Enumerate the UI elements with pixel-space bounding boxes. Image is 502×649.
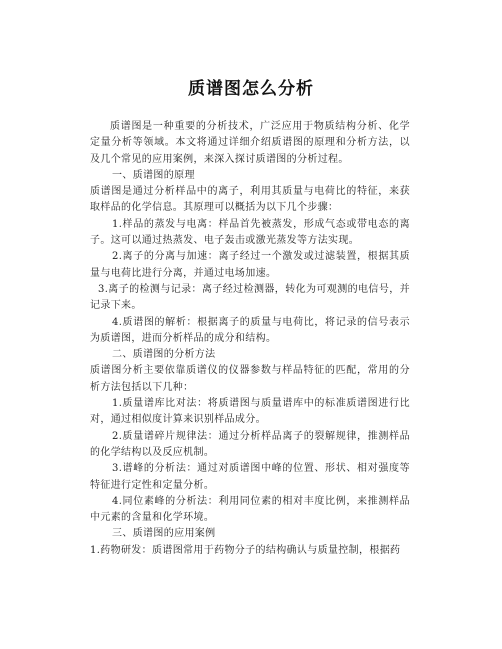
case-1: 1.药物研发：质谱图常用于药物分子的结构确认与质量控制，根据药: [90, 544, 401, 556]
method-2: 2.质量谱碎片规律法：通过分析样品离子的裂解规律，推测样品的化学结构以及反应机制。: [90, 430, 410, 458]
method-1: 1.质量谱库比对法：将质谱图与质量谱库中的标准质谱图进行比对，通过相似度计算来识别样品成分。: [90, 398, 410, 426]
section-heading-methods: 二、质谱图的分析方法: [112, 349, 216, 361]
intro-paragraph: 质谱图是一种重要的分析技术，广泛应用于物质结构分析、化学定量分析等领域。本文将通过详细介绍质谱图的原理和分析方法，以及几个常见的应用案例，来深入探讨质谱图的分析过程。: [90, 121, 410, 165]
section-heading-principle: 一、质谱图的原理: [112, 169, 195, 181]
principle-step-1: 1.样品的蒸发与电离：样品首先被蒸发，形成气态或带电态的离子。这可以通过热蒸发、电子轰击或激光蒸发等方法实现。: [90, 218, 410, 247]
principle-step-2: 2.离子的分离与加速：离子经过一个激发或过滤装置，根据其质量与电荷比进行分离，并通过电场加速。: [90, 251, 410, 279]
principle-step-3: 3.离子的检测与记录：离子经过检测器，转化为可观测的电信号，并记录下来。: [90, 283, 410, 312]
method-3: 3.谱峰的分析法：通过对质谱图中峰的位置、形状、相对强度等特征进行定性和定量分析。: [90, 463, 410, 491]
method-4: 4.同位素峰的分析法：利用同位素的相对丰度比例，来推测样品中元素的含量和化学环境。: [90, 495, 410, 524]
document-title: 质谱图怎么分析: [188, 79, 314, 99]
section-heading-cases: 三、质谱图的应用案例: [112, 528, 216, 540]
principle-paragraph: 质谱图是通过分析样品中的离子，利用其质量与电荷比的特征，来获取样品的化学信息。其原理可以概括为以下几个步骤：: [90, 186, 410, 214]
methods-paragraph: 质谱图分析主要依靠质谱仪的仪器参数与样品特征的匹配，常用的分析方法包括以下几种：: [90, 365, 410, 393]
document-body: [90, 119, 410, 559]
principle-step-4: 4.质谱图的解析：根据离子的质量与电荷比，将记录的信号表示为质谱图，进而分析样品的成分和结构。: [90, 316, 410, 344]
